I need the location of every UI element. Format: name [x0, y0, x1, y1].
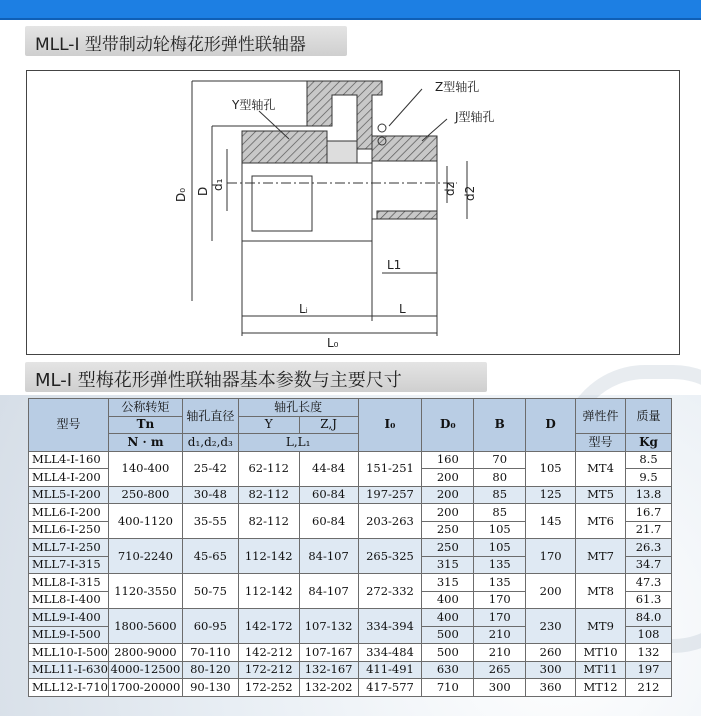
- coupling-drawing-svg: [27, 71, 679, 354]
- cell-zj-length: 84-107: [299, 539, 358, 574]
- cell-zj-length: 84-107: [299, 574, 358, 609]
- cell-d0: 315: [422, 556, 474, 574]
- cell-model: MLL10-I-500: [29, 644, 109, 662]
- table-row: [29, 609, 672, 627]
- cell-d0: 710: [422, 679, 474, 697]
- table-row: [29, 679, 672, 697]
- header-bore: 轴孔直径: [182, 399, 238, 434]
- header-mass-unit: Kg: [626, 434, 672, 452]
- cell-y-length: 172-212: [238, 661, 299, 679]
- cell-l0: 151-251: [358, 451, 422, 486]
- cell-model: MLL6-I-200: [29, 504, 109, 522]
- cell-b: 135: [474, 556, 526, 574]
- cell-d0: 500: [422, 626, 474, 644]
- cell-d0: 250: [422, 521, 474, 539]
- label-dz: dz: [443, 182, 457, 196]
- cell-elastic: MT4: [576, 451, 626, 486]
- header-elastic-line1: 弹性件: [582, 408, 619, 423]
- label-d1: d₁: [211, 178, 225, 191]
- cell-l0: 417-577: [358, 679, 422, 697]
- cell-model: MLL4-I-160: [29, 451, 109, 469]
- cell-d: 125: [526, 486, 576, 504]
- table-row: [29, 486, 672, 504]
- label-L: L: [399, 302, 406, 316]
- cell-torque: 2800-9000: [108, 644, 182, 662]
- cell-d0: 200: [422, 469, 474, 487]
- cell-model: MLL5-I-200: [29, 486, 109, 504]
- cell-model: MLL9-I-500: [29, 626, 109, 644]
- label-L1: L1: [387, 258, 402, 272]
- cell-zj-length: 60-84: [299, 504, 358, 539]
- header-mass: 质量: [626, 399, 672, 434]
- cell-mass: 47.3: [626, 574, 672, 592]
- header-torque-sym: Tn: [108, 416, 182, 434]
- header-zj: Z,J: [299, 416, 358, 434]
- cell-d0: 250: [422, 539, 474, 557]
- cell-d: 170: [526, 539, 576, 574]
- cell-bore: 70-110: [182, 644, 238, 662]
- cell-d0: 200: [422, 504, 474, 522]
- cell-bore: 45-65: [182, 539, 238, 574]
- cell-mass: 8.5: [626, 451, 672, 469]
- table-row: [29, 574, 672, 592]
- cell-bore: 90-130: [182, 679, 238, 697]
- cell-b: 265: [474, 661, 526, 679]
- cell-torque: 140-400: [108, 451, 182, 486]
- cell-b: 170: [474, 591, 526, 609]
- left-bore: [252, 176, 312, 231]
- cell-zj-length: 107-167: [299, 644, 358, 662]
- cell-torque: 250-800: [108, 486, 182, 504]
- header-torque-unit: N · m: [108, 434, 182, 452]
- right-hub-body: [372, 161, 437, 219]
- cell-elastic: MT12: [576, 679, 626, 697]
- cell-model: MLL8-I-400: [29, 591, 109, 609]
- cell-d: 200: [526, 574, 576, 609]
- cell-d: 260: [526, 644, 576, 662]
- cell-d: 105: [526, 451, 576, 486]
- cell-torque: 710-2240: [108, 539, 182, 574]
- header-length: 轴孔长度: [238, 399, 358, 417]
- header-model: 型号: [29, 399, 109, 452]
- cell-torque: 400-1120: [108, 504, 182, 539]
- header-d: D: [526, 399, 576, 452]
- header-elastic: [576, 399, 626, 434]
- cell-elastic: MT8: [576, 574, 626, 609]
- cell-mass: 34.7: [626, 556, 672, 574]
- cell-bore: 35-55: [182, 504, 238, 539]
- section-title-bar: [25, 26, 347, 56]
- cell-zj-length: 132-167: [299, 661, 358, 679]
- cell-model: MLL7-I-250: [29, 539, 109, 557]
- cell-bore: 25-42: [182, 451, 238, 486]
- cell-zj-length: 107-132: [299, 609, 358, 644]
- cell-model: MLL6-I-250: [29, 521, 109, 539]
- cell-y-length: 172-252: [238, 679, 299, 697]
- cell-l0: 203-263: [358, 504, 422, 539]
- cell-model: MLL12-I-710: [29, 679, 109, 697]
- table-row: [29, 644, 672, 662]
- right-lower-section: [377, 211, 437, 219]
- top-banner: [0, 0, 701, 20]
- label-z-bore: Z型轴孔: [435, 80, 480, 94]
- cell-d0: 630: [422, 661, 474, 679]
- cell-l0: 334-484: [358, 644, 422, 662]
- header-torque: 公称转矩: [108, 399, 182, 417]
- header-elastic-line2: 型号: [576, 434, 626, 452]
- header-b: B: [474, 399, 526, 452]
- cell-model: MLL11-I-630: [29, 661, 109, 679]
- cell-b: 135: [474, 574, 526, 592]
- cell-zj-length: 44-84: [299, 451, 358, 486]
- cell-model: MLL8-I-315: [29, 574, 109, 592]
- cell-d0: 160: [422, 451, 474, 469]
- cell-mass: 16.7: [626, 504, 672, 522]
- cell-mass: 13.8: [626, 486, 672, 504]
- cell-d0: 315: [422, 574, 474, 592]
- cell-d0: 400: [422, 591, 474, 609]
- cell-torque: 4000-12500: [108, 661, 182, 679]
- table-row: [29, 451, 672, 469]
- cell-l0: 334-394: [358, 609, 422, 644]
- cell-bore: 50-75: [182, 574, 238, 609]
- label-y-bore: Y型轴孔: [232, 98, 276, 112]
- right-hub-section: [372, 136, 437, 161]
- cell-model: MLL4-I-200: [29, 469, 109, 487]
- header-bore-sym: d₁,d₂,d₃: [182, 434, 238, 452]
- cell-d: 145: [526, 504, 576, 539]
- label-D: D: [196, 186, 210, 196]
- cell-d: 230: [526, 609, 576, 644]
- cell-b: 170: [474, 609, 526, 627]
- cell-mass: 9.5: [626, 469, 672, 487]
- header-d0: D₀: [422, 399, 474, 452]
- cell-zj-length: 60-84: [299, 486, 358, 504]
- cell-mass: 212: [626, 679, 672, 697]
- cell-l0: 265-325: [358, 539, 422, 574]
- leader-z: [389, 89, 422, 126]
- label-L0: L₀: [327, 336, 339, 350]
- table-row: [29, 539, 672, 557]
- table-title-bar: [25, 362, 487, 392]
- cell-b: 85: [474, 504, 526, 522]
- technical-drawing: [26, 70, 680, 355]
- cell-mass: 197: [626, 661, 672, 679]
- header-y: Y: [238, 416, 299, 434]
- cell-b: 80: [474, 469, 526, 487]
- cell-elastic: MT10: [576, 644, 626, 662]
- cell-zj-length: 132-202: [299, 679, 358, 697]
- table-row: [29, 504, 672, 522]
- cell-model: MLL9-I-400: [29, 609, 109, 627]
- cell-b: 105: [474, 539, 526, 557]
- label-D0: D₀: [174, 187, 188, 202]
- cell-b: 105: [474, 521, 526, 539]
- cell-mass: 108: [626, 626, 672, 644]
- cell-bore: 30-48: [182, 486, 238, 504]
- cell-y-length: 112-142: [238, 539, 299, 574]
- cell-mass: 21.7: [626, 521, 672, 539]
- cell-torque: 1120-3550: [108, 574, 182, 609]
- cell-mass: 26.3: [626, 539, 672, 557]
- cell-y-length: 142-172: [238, 609, 299, 644]
- cell-torque: 1700-20000: [108, 679, 182, 697]
- cell-d: 360: [526, 679, 576, 697]
- header-l0: I₀: [358, 399, 422, 452]
- parameter-table: [28, 398, 672, 697]
- cell-mass: 84.0: [626, 609, 672, 627]
- cell-l0: 411-491: [358, 661, 422, 679]
- cell-mass: 132: [626, 644, 672, 662]
- cell-l0: 197-257: [358, 486, 422, 504]
- cell-bore: 60-95: [182, 609, 238, 644]
- cell-d: 300: [526, 661, 576, 679]
- cell-b: 70: [474, 451, 526, 469]
- cell-d0: 500: [422, 644, 474, 662]
- section-title: MLL-I 型带制动轮梅花形弹性联轴器: [35, 35, 306, 55]
- cell-elastic: MT5: [576, 486, 626, 504]
- cell-b: 210: [474, 626, 526, 644]
- cell-y-length: 82-112: [238, 504, 299, 539]
- label-j-bore: J型轴孔: [455, 110, 495, 124]
- cell-torque: 1800-5600: [108, 609, 182, 644]
- cell-mass: 61.3: [626, 591, 672, 609]
- label-Li: Lᵢ: [299, 302, 308, 316]
- table-row: [29, 661, 672, 679]
- cell-elastic: MT11: [576, 661, 626, 679]
- cell-b: 85: [474, 486, 526, 504]
- cell-y-length: 112-142: [238, 574, 299, 609]
- elastic-element: [327, 141, 357, 163]
- header-l-sym: L,L₁: [238, 434, 358, 452]
- cell-d0: 400: [422, 609, 474, 627]
- cell-elastic: MT7: [576, 539, 626, 574]
- bolt-circle: [378, 124, 386, 132]
- left-hub-body: [242, 163, 372, 241]
- table-title: ML-I 型梅花形弹性联轴器基本参数与主要尺寸: [35, 370, 402, 391]
- cell-elastic: MT6: [576, 504, 626, 539]
- cell-y-length: 142-212: [238, 644, 299, 662]
- cell-b: 300: [474, 679, 526, 697]
- table-body: [29, 451, 672, 696]
- cell-d0: 200: [422, 486, 474, 504]
- cell-elastic: MT9: [576, 609, 626, 644]
- cell-bore: 80-120: [182, 661, 238, 679]
- cell-model: MLL7-I-315: [29, 556, 109, 574]
- cell-y-length: 82-112: [238, 486, 299, 504]
- cell-l0: 272-332: [358, 574, 422, 609]
- cell-b: 210: [474, 644, 526, 662]
- cell-y-length: 62-112: [238, 451, 299, 486]
- label-d2: d2: [463, 185, 477, 201]
